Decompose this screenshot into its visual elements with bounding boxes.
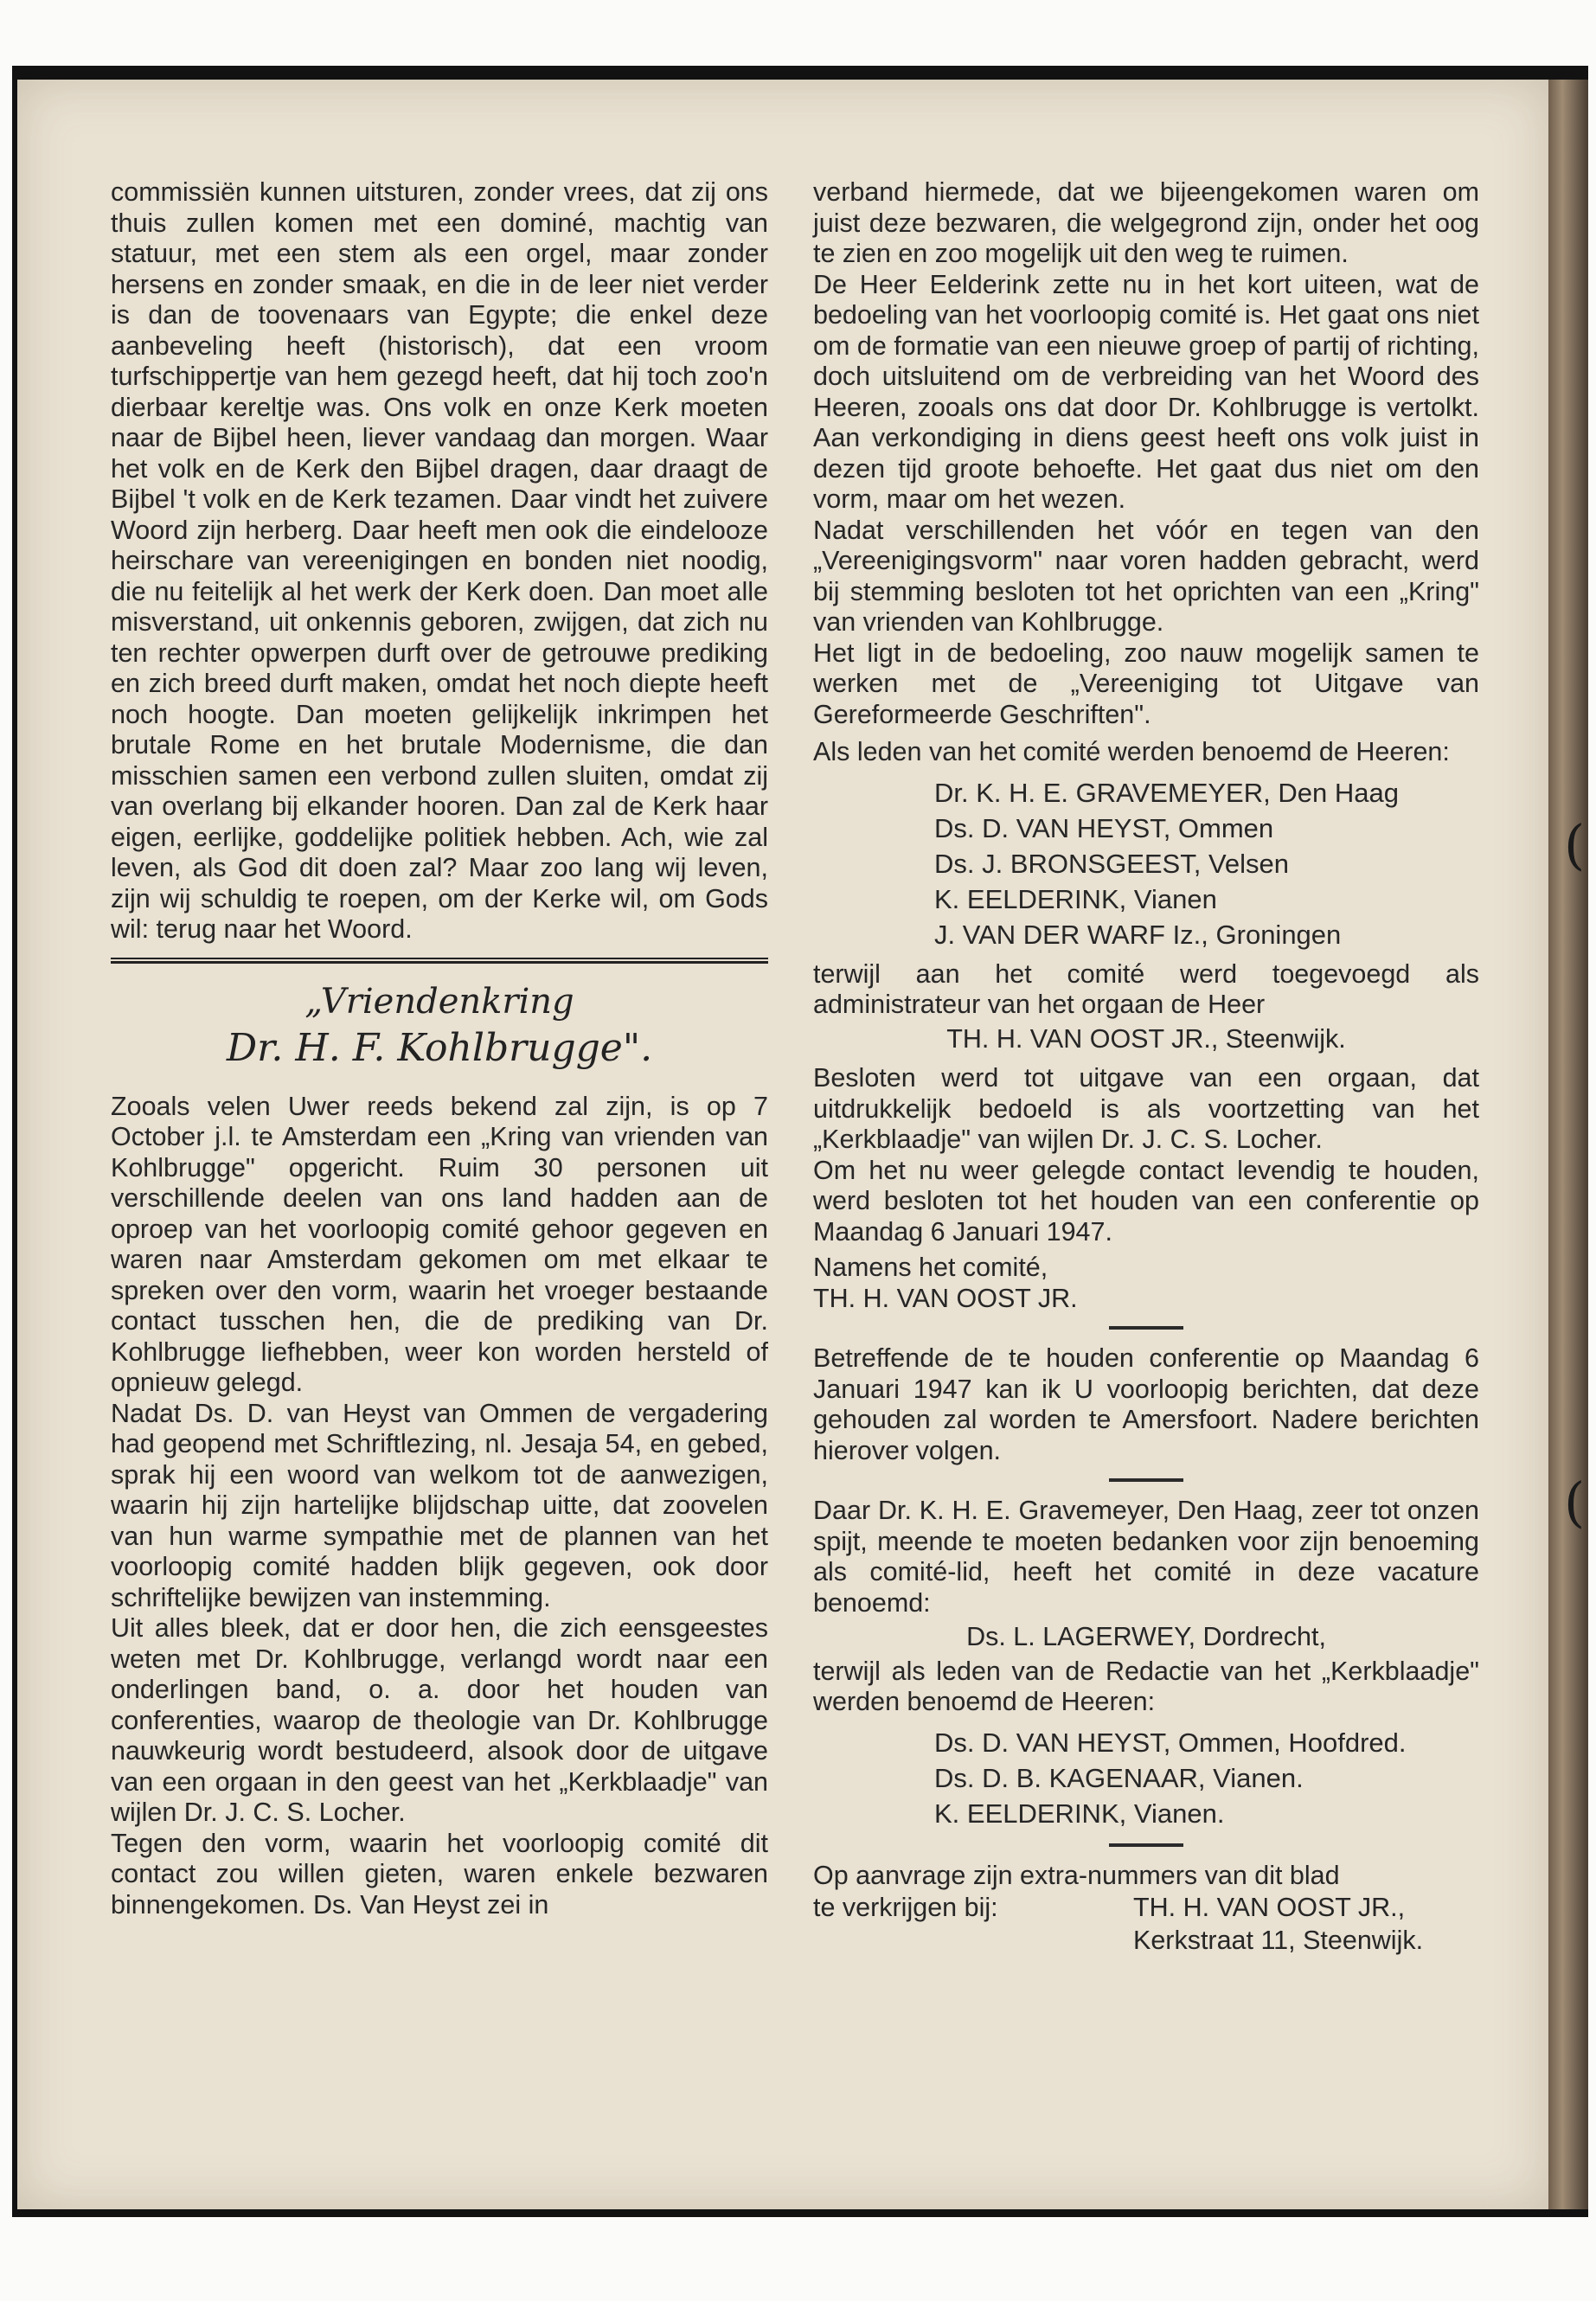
committee-member: Dr. K. H. E. GRAVEMEYER, Den Haag [934, 777, 1399, 808]
editor-member: Ds. D. B. KAGENAAR, Vianen. [934, 1762, 1304, 1793]
right-column [813, 177, 1479, 1956]
paragraph: Nadat Ds. D. van Heyst van Ommen de vergadering had geopend met Schriftlezing, nl. Jesaja 54, en gebed, sprak hij een woord van welkom tot de aanwezigen, waarin hij zijn hartelijke blijdschap uitte, dat zoovelen van hun warme sympathie met de plannen van het voorloopig comité hadden blijk gegeven, ook door schriftelijke bewijzen van instemming. [111, 1398, 768, 1612]
paragraph: terwijl als leden van de Redactie van het „Kerkblaadje" werden benoemd de Heeren: [813, 1656, 1479, 1716]
edge-bracket-mark: ( [1564, 813, 1586, 876]
left-column [111, 177, 768, 1920]
contact-block [813, 1926, 1479, 1957]
paragraph: Als leden van het comité werden benoemd de Heeren: [813, 737, 1450, 766]
paragraph: Tegen den vorm, waarin het voorloopig comité dit contact zou willen gieten, waren enkele bezwaren binnengekomen. Ds. Van Heyst zei in [111, 1828, 768, 1920]
committee-member: J. VAN DER WARF Iz., Groningen [934, 919, 1342, 950]
paragraph: De Heer Eelderink zette nu in het kort uiteen, wat de bedoeling van het voorloopig comité is. Het gaat ons niet om de formatie van een nieuwe groep of partij of richting, doch uitsluitend om de verbreiding van het Woord des Heeren, zooals ons dat door Dr. Kohlbrugge is vertolkt. Aan verkondiging in diens geest heeft ons volk juist in dezen tijd groote behoefte. Het gaat dus niet om den vorm, maar om het wezen. [813, 269, 1479, 514]
article-title-line1: „Vriendenkring [304, 981, 574, 1022]
editors-list [934, 1725, 1479, 1831]
committee-list [934, 775, 1479, 952]
paragraph: Zooals velen Uwer reeds bekend zal zijn, is op 7 October j.l. te Amsterdam een „Kring van vrienden van Kohlbrugge" opgericht. Ruim 30 personen uit verschillende deelen van ons land hadden aan de oproep van het voorloopig comité gehoor gegeven en waren naar Amsterdam gekomen om met elkaar te spreken over den vorm, waarin het vroeger bestaande contact tusschen hen, die de prediking van Dr. Kohlbrugge liefhebben, weer kon worden hersteld of opnieuw gelegd. [111, 1091, 768, 1397]
paragraph: verband hiermede, dat we bijeengekomen waren om juist deze bezwaren, die welgegrond zijn, onder het oog te zien en zoo mogelijk uit den weg te ruimen. [813, 177, 1479, 268]
page-edge [1548, 80, 1588, 2209]
paragraph: Betreffende de te houden conferentie op Maandag 6 Januari 1947 kan ik U voorloopig berichten, dat deze gehouden zal worden te Amersfoort. Nadere berichten hierover volgen. [813, 1343, 1479, 1465]
edge-bracket-mark: ( [1564, 1471, 1586, 1534]
paragraph: terwijl aan het comité werd toegevoegd als administrateur van het orgaan de Heer [813, 958, 1479, 1019]
signature-line2: TH. H. VAN OOST JR. [813, 1283, 1078, 1313]
paragraph: Nadat verschillenden het vóór en tegen van den „Vereenigingsvorm" naar voren hadden gebracht, werd bij stemming besloten tot het oprichten van een „Kring" van vrienden van Kohlbrugge. [813, 515, 1479, 637]
paragraph: Het ligt in de bedoeling, zoo nauw mogelijk samen te werken met de „Vereeniging tot Uitgave van Gereformeerde Geschriften". [813, 638, 1479, 729]
editor-member: Ds. D. VAN HEYST, Ommen, Hoofdred. [934, 1727, 1407, 1758]
contact-label: te verkrijgen bij: [813, 1893, 998, 1922]
paragraph: Besloten werd tot uitgave van een orgaan, dat uitdrukkelijk bedoeld is als voortzetting van het „Kerkblaadje" van wijlen Dr. J. C. S. Locher. [813, 1063, 1479, 1154]
section-divider [111, 958, 768, 964]
editor-member: K. EELDERINK, Vianen. [934, 1798, 1225, 1829]
contact-block [813, 1893, 1479, 1924]
short-divider [1109, 1478, 1183, 1482]
administrator-line: TH. H. VAN OOST JR., Steenwijk. [946, 1023, 1346, 1054]
short-divider [1109, 1326, 1183, 1330]
paragraph: Uit alles bleek, dat er door hen, die zich eensgeestes weten met Dr. Kohlbrugge, verlangd wordt naar een onderlingen band, o. a. door het houden van conferenties, waarop de theologie van Dr. Kohlbrugge nauwkeurig wordt bestudeerd, alsook door de uitgave van een orgaan in den geest van het „Kerkblaadje" van wijlen Dr. J. C. S. Locher. [111, 1613, 768, 1827]
paragraph: commissiën kunnen uitsturen, zonder vrees, dat zij ons thuis zullen komen met een dominé, machtig van statuur, met een stem als een orgel, maar zonder hersens en zonder smaak, en die in de leer niet verder is dan de toovenaars van Egypte; die enkel deze aanbeveling heeft (historisch), dat een vroom turfschippertje van hem gezegd heeft, dat hij toch zoo'n dierbaar kereltje was. Ons volk en onze Kerk moeten naar de Bijbel heen, liever vandaag dan morgen. Waar het volk en de Kerk den Bijbel dragen, daar draagt de Bijbel 't volk en de Kerk tezamen. Daar vindt het zuivere Woord zijn herberg. Daar heeft men ook die eindelooze heirschare van vereenigingen en bonden niet noodig, die nu feitelijk al het werk der Kerk doen. Dan moet alle misverstand, uit onkennis geboren, zwijgen, dat zich nu ten rechter opwerpen durft over de getrouwe prediking en zich breed durft maken, omdat het noch diepte heeft noch hoogte. Dan moeten gelijkelijk inkrimpen het brutale Rome en het brutale Modernisme, die dan misschien samen een verbond zullen sluiten, omdat zij van overlang bij elkander hooren. Dan zal de Kerk haar eigen, eerlijke, goddelijke politiek hebben. Ach, wie zal leven, als God dit doen zal? Maar zoo lang wij leven, zijn wij schuldig te roepen, om der Kerke wil, om Gods wil: terug naar het Woord. [111, 177, 768, 944]
article-title [111, 979, 768, 1073]
article-title-line2: Dr. H. F. Kohlbrugge". [226, 1025, 653, 1070]
committee-member: Ds. D. VAN HEYST, Ommen [934, 812, 1274, 843]
contact-address-line2: Kerkstraat 11, Steenwijk. [1133, 1925, 1424, 1955]
paragraph: Daar Dr. K. H. E. Gravemeyer, Den Haag, zeer tot onzen spijt, meende te moeten bedanken voor zijn benoeming als comité-lid, heeft het comité in deze vacature benoemd: [813, 1496, 1479, 1618]
short-divider [1109, 1843, 1183, 1847]
closing-line: Op aanvrage zijn extra-nummers van dit blad [813, 1860, 1340, 1890]
paragraph: Om het nu weer gelegde contact levendig te houden, werd besloten tot het houden van een conferentie op Maandag 6 Januari 1947. [813, 1155, 1479, 1247]
committee-member: Ds. J. BRONSGEEST, Velsen [934, 848, 1290, 879]
new-member-line: Ds. L. LAGERWEY, Dordrecht, [966, 1622, 1326, 1651]
signature-line1: Namens het comité, [813, 1253, 1048, 1282]
committee-member: K. EELDERINK, Vianen [934, 883, 1217, 914]
contact-address-line1: TH. H. VAN OOST JR., [1133, 1893, 1406, 1922]
